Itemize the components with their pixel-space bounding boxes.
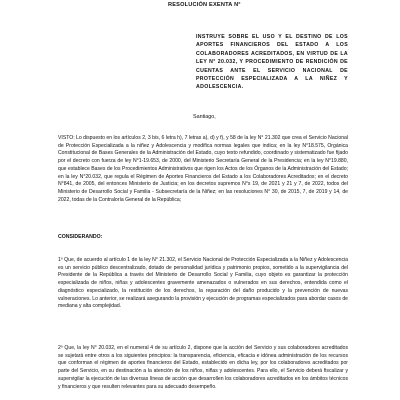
considerando-1-section	[58, 257, 348, 319]
place-line: Santiago,	[193, 114, 216, 120]
resolution-title: RESOLUCIÓN EXENTA N°	[168, 2, 241, 8]
visto-section	[58, 135, 348, 212]
resolution-summary: INSTRUYE SOBRE EL USO Y EL DESTINO DE LOS APORTES FINANCIEROS DEL ESTADO A LOS COLABORADORES ACREDITADOS, EN VIRTUD DE LA LEY N° 20.032, Y PROCEDIMIENTO DE RENDICIÓN DE CUENTAS ANTE EL SERVICIO NACIONAL DE PROTECCIÓN ESPECIALIZADA A LA NIÑEZ Y ADOLESCENCIA.	[196, 34, 348, 91]
considerando-2-section	[58, 345, 348, 399]
considerando-heading: CONSIDERANDO:	[58, 234, 103, 240]
considerando-2-paragraph: 2º Que, la ley N° 20.032, en el numeral 4 de su artículo 2, dispone que la acción del Servicio y sus colaboradores acreditados se sujetará entre otros a los siguientes principios: la transparencia, eficiencia, eficacia e idónea administración de los recursos que conforman el régimen de aportes financieros del Estado, establecido en dicha ley, por los colaboradores acreditados por parte del Servicio, en su destinación a la atención de los niños, niñas y adolescentes. Para ello, el Servicio deberá fiscalizar y supervigilar la ejecución de las diversas líneas de acción que desarrollen los colaboradores acreditados en los ámbitos técnicos y financieros y que resulten relevantes para su adecuado desempeño.	[58, 345, 348, 390]
visto-paragraph: VISTO: Lo dispuesto en los artículos 2, 3 bis, 6 letra h), 7 letras a), d) y f), y 58 de la ley N° 21.302 que crea el Servicio Nacional de Protección Especializada a la niñez y Adolescencia y modifica normas legales que indica; en la ley N°18.575, Orgánica Constitucional de Bases Generales de la Administración del Estado, cuyo texto refundido, coordinado y sistematizado fue fijado por el decreto con fuerza de ley N°1-19.653, de 2000, del Ministerio Secretaría General de la Presidencia; en la ley N°19.880, que establece Bases de los Procedimientos Administrativos que rigen los Actos de los Órganos de la Administración del Estado; en la ley N°20.032, que regula el Régimen de Aportes Financieros del Estado a los Colaboradores Acreditados; en el decreto N°841, de 2005, del entonces Ministerio de Justicia; en los decretos supremos N°s 19, de 2021 y 21 y 7, de 2022, todos del Ministerio de Desarrollo Social y Familia - Subsecretaría de la Niñez; en las resoluciones N° 30, de 2015, 7, de 2019 y 14, de 2022, todas de la Contraloría General de la República;	[58, 135, 348, 203]
considerando-1-paragraph: 1º Que, de acuerdo al artículo 1 de la ley N° 21.302, el Servicio Nacional de Protección Especializada a la Niñez y Adolescencia es un servicio público descentralizado, dotado de personalidad jurídica y patrimonio propios, sometido a la supervigilancia del Presidente de la República a través del Ministerio de Desarrollo Social y Familia, cuyo objeto es garantizar la protección especializada de niños, niñas y adolescentes gravemente amenazados o vulnerados en sus derechos, entendida como el diagnóstico especializado, la restitución de los derechos, la reparación del daño producido y la prevención de nuevas vulneraciones. Lo anterior, se realizará asegurando la provisión y ejecución de programas especializados para abordar casos de mediana y alta complejidad.	[58, 257, 348, 310]
